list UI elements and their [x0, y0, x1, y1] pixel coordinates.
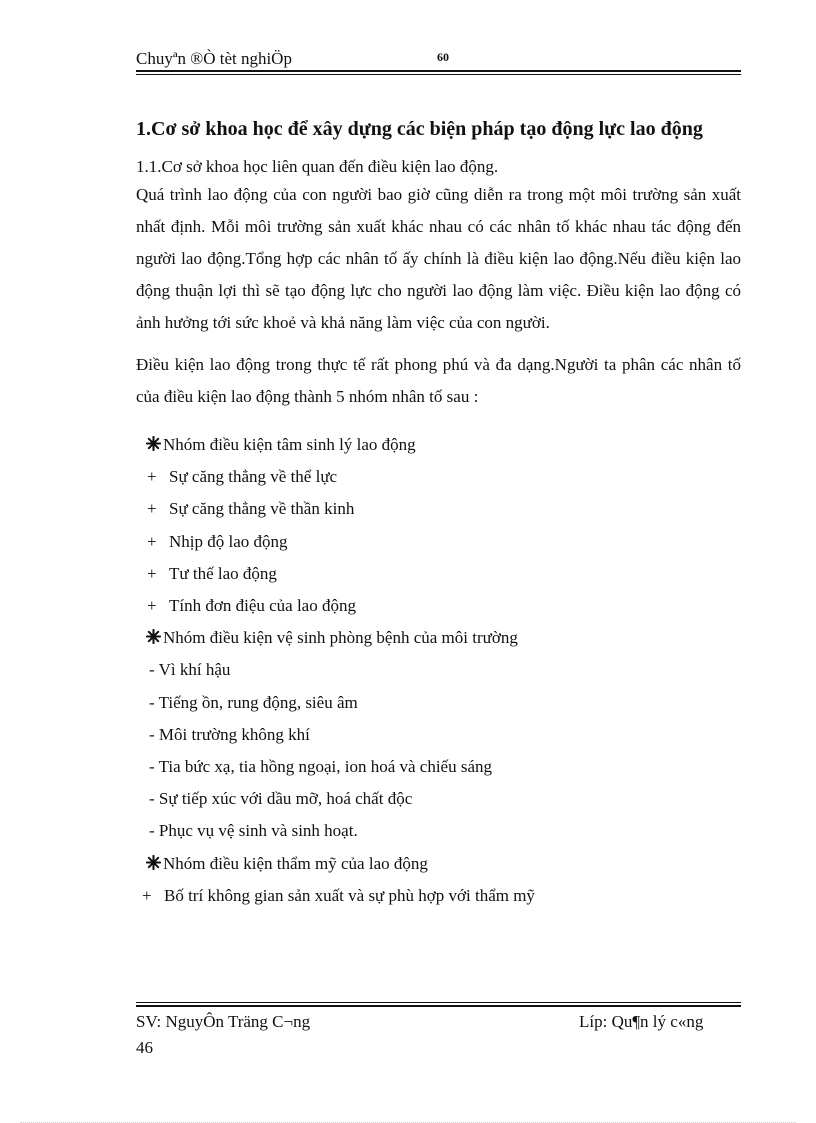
footer-class: Líp: Qu¶n lý c«ng [579, 1012, 704, 1031]
footer-rule-thick [136, 1005, 741, 1007]
list-item-text: - Vì khí hậu [149, 660, 231, 680]
list-item [136, 493, 741, 525]
list-item [136, 526, 741, 558]
header-title: Chuyªn ®Ò tèt nghiÖp [136, 49, 292, 68]
list-item-text: Nhịp độ lao động [169, 531, 288, 551]
footer-rule-thin [136, 1002, 741, 1003]
plus-bullet-icon: + [147, 499, 157, 519]
header-rule-thin [136, 74, 741, 75]
list-item-text: - Tia bức xạ, tia hồng ngoại, ion hoá và chiếu sáng [149, 757, 493, 777]
list-item [136, 590, 741, 622]
list-item-text: - Sự tiếp xúc với dầu mỡ, hoá chất độc [149, 789, 413, 809]
plus-bullet-icon: + [147, 596, 157, 616]
page-header [136, 46, 741, 72]
list-item-text: Tính đơn điệu của lao động [169, 596, 356, 616]
list-item-text: - Phục vụ vệ sinh và sinh hoạt. [149, 821, 358, 841]
plus-bullet-icon: + [147, 467, 157, 487]
asterisk-bullet-icon [146, 430, 161, 445]
list-item [136, 815, 741, 847]
list-item [136, 461, 741, 493]
list-item [136, 719, 741, 751]
factor-list [136, 429, 741, 912]
list-item [136, 687, 741, 719]
list-item-text: Nhóm điều kiện vệ sinh phòng bệnh của môi trường [163, 628, 518, 648]
list-item [136, 751, 741, 783]
list-item [136, 558, 741, 590]
list-item-text: Tư thế lao động [169, 563, 277, 583]
body-paragraph-2: Điều kiện lao động trong thực tế rất phong phú và đa dạng.Người ta phân các nhân tố của điều kiện lao động thành 5 nhóm nhân tố sau : [136, 355, 741, 406]
footer-number: 46 [136, 1038, 153, 1057]
asterisk-bullet-icon [146, 623, 161, 638]
list-item [136, 429, 741, 461]
list-item [136, 848, 741, 880]
list-item [136, 880, 741, 912]
subsection-heading: 1.1.Cơ sở khoa học liên quan đến điều kiện lao động. [136, 157, 499, 176]
list-item-text: Bố trí không gian sản xuất và sự phù hợp với thẩm mỹ [164, 885, 535, 905]
list-item [136, 654, 741, 686]
list-item-text: - Môi trường không khí [149, 724, 310, 744]
plus-bullet-icon: + [147, 563, 157, 583]
document-body [136, 116, 741, 912]
body-paragraph-1: Quá trình lao động của con người bao giờ cũng diễn ra trong một môi trường sản xuất nhất định. Mỗi môi trường sản xuất khác nhau có các nhân tố khác nhau tác động đến người lao động.Tổng hợp các nhân tố ấy chính là điều kiện lao động.Nếu điều kiện lao động thuận lợi thì sẽ tạo động lực cho người lao động làm việc. Điều kiện lao động có ảnh hưởng tới sức khoẻ và khả năng làm việc của con người. [136, 185, 741, 332]
plus-bullet-icon: + [147, 531, 157, 551]
list-item [136, 783, 741, 815]
list-item-text: Sự căng thẳng về thể lực [169, 467, 338, 487]
asterisk-bullet-icon [146, 849, 161, 864]
header-page-number: 60 [437, 50, 449, 64]
section-heading: 1.Cơ sở khoa học để xây dựng các biện pháp tạo động lực lao động [136, 118, 703, 140]
list-item [136, 622, 741, 654]
list-item-text: - Tiếng ồn, rung động, siêu âm [149, 692, 358, 712]
plus-bullet-icon: + [142, 885, 152, 905]
list-item-text: Sự căng thẳng về thần kinh [169, 499, 355, 519]
header-rule-thick [136, 70, 741, 72]
list-item-text: Nhóm điều kiện tâm sinh lý lao động [163, 435, 416, 454]
footer-student: SV: NguyÔn Träng C¬ng [136, 1012, 311, 1031]
list-item-text: Nhóm điều kiện thẩm mỹ của lao động [163, 853, 428, 873]
